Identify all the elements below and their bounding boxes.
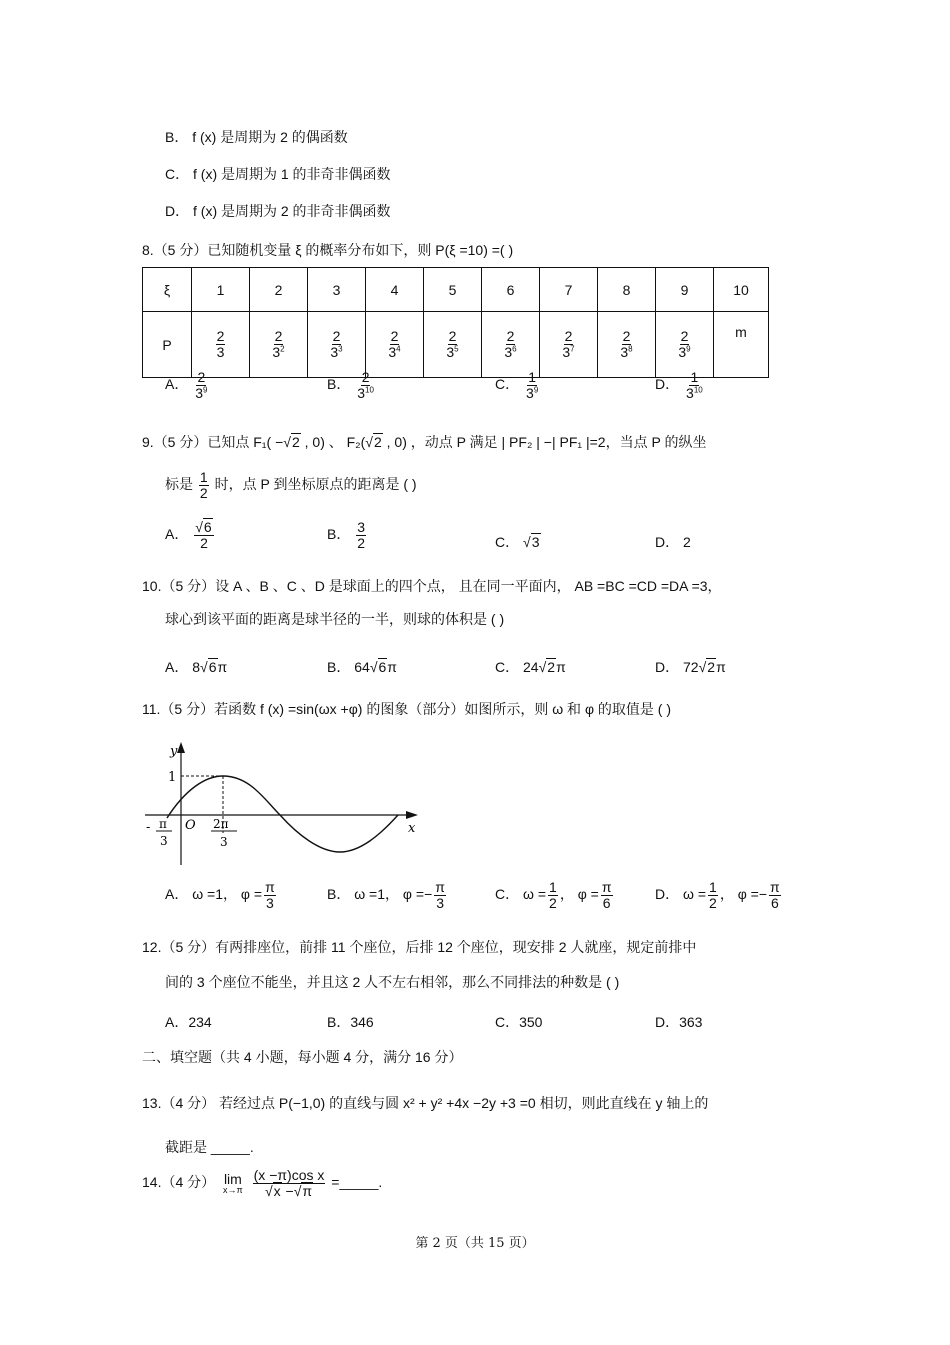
frac-base: 3 bbox=[678, 344, 687, 360]
option-label: B． bbox=[327, 659, 351, 675]
q8-p-cell bbox=[540, 312, 598, 378]
q8-option-a bbox=[165, 370, 210, 400]
frac-base: 3 bbox=[357, 384, 366, 401]
sine-graph bbox=[140, 740, 425, 870]
frac-num: 2 bbox=[274, 328, 283, 345]
q9-text: 时，点 P 到坐标原点的距离是 ( ) bbox=[214, 475, 417, 492]
frac-num: π bbox=[770, 879, 780, 895]
q8-option-c bbox=[495, 370, 541, 400]
q8-p-row bbox=[143, 312, 769, 378]
pi: π bbox=[716, 659, 726, 675]
omega: ω = bbox=[523, 885, 547, 902]
frac-base: 3 bbox=[195, 384, 204, 401]
frac-num: 1 bbox=[709, 879, 717, 895]
frac-exp: 2 bbox=[280, 344, 285, 354]
q8-xi-cell: 4 bbox=[366, 268, 424, 312]
q9-text: 9.（5 分）已知点 F₁( − bbox=[142, 434, 284, 450]
minus: − bbox=[281, 1182, 294, 1199]
frac-num: 1 bbox=[690, 369, 699, 385]
q10-option-c: C． 24√2π bbox=[495, 659, 566, 675]
lim-text: lim bbox=[223, 1170, 242, 1187]
frac-num: 2 bbox=[680, 328, 689, 345]
neg-sign: - bbox=[146, 819, 151, 834]
q11-stem: 11.（5 分）若函数 f (x) =sin(ωx +φ) 的图象（部分）如图所示，则 ω 和 φ 的取值是 ( ) bbox=[142, 701, 672, 717]
q8-xi-cell: 2 bbox=[250, 268, 308, 312]
frac-num: 2 bbox=[564, 328, 573, 345]
frac-exp: 7 bbox=[570, 344, 575, 354]
option-label: B． bbox=[327, 525, 351, 542]
frac-num: 3 bbox=[357, 519, 366, 535]
coef: 72 bbox=[683, 659, 699, 675]
q14-label: 14.（4 分） bbox=[142, 1173, 216, 1190]
frac-num: 1 bbox=[199, 469, 208, 485]
frac-num: 2 bbox=[622, 328, 631, 345]
frac-num: 1 bbox=[549, 879, 557, 895]
option-label: A． bbox=[165, 659, 189, 675]
frac-base: 3 bbox=[526, 384, 534, 401]
q8-p-cell bbox=[250, 312, 308, 378]
radicand: 2 bbox=[373, 434, 382, 450]
x-axis-arrow-icon bbox=[406, 811, 418, 819]
q8-p-cell bbox=[308, 312, 366, 378]
pos-tick-num: 2π bbox=[213, 817, 229, 831]
phi: ， φ = bbox=[559, 885, 599, 902]
q8-p-cell bbox=[192, 312, 250, 378]
q10-option-a: A． 8√6π bbox=[165, 659, 228, 675]
radicand: 2 bbox=[547, 659, 556, 675]
q8-xi-cell: 8 bbox=[598, 268, 656, 312]
q8-p-cell bbox=[656, 312, 714, 378]
radicand: 6 bbox=[378, 659, 387, 675]
option-label: A． bbox=[165, 375, 189, 392]
frac-num: 2 bbox=[390, 328, 399, 345]
q7-option-b: B． f (x) 是周期为 2 的偶函数 bbox=[165, 129, 348, 145]
frac-base: 3 bbox=[686, 384, 694, 401]
q9-option-a: A． $\frac{√6}{2}$ bbox=[165, 519, 212, 551]
phi: φ = bbox=[240, 885, 263, 902]
option-label: B． bbox=[327, 885, 351, 902]
frac-den: 3 bbox=[436, 894, 444, 911]
omega: ω =1， bbox=[192, 885, 238, 902]
q12-line1: 12.（5 分）有两排座位，前排 11 个座位，后排 12 个座位，现安排 2 人就座，规定前排中 bbox=[142, 939, 697, 955]
frac-num: π bbox=[265, 879, 275, 895]
frac-den: 2 bbox=[549, 894, 557, 911]
q12-option-b: B．346 bbox=[327, 1014, 374, 1030]
frac-num: 2 bbox=[216, 328, 225, 345]
x-label: x bbox=[408, 821, 416, 836]
q8-option-b bbox=[327, 370, 377, 400]
option-label: C． bbox=[495, 375, 520, 392]
option-label: C． bbox=[495, 534, 520, 550]
option-label: B． bbox=[327, 375, 351, 392]
q8-p-cell bbox=[482, 312, 540, 378]
q9-text: 标是 bbox=[165, 475, 193, 492]
radicand: 3 bbox=[531, 534, 540, 550]
section-heading: 二、填空题（共 4 小题，每小题 4 分，满分 16 分） bbox=[142, 1049, 463, 1065]
q8-p-cell-last: m bbox=[714, 312, 769, 378]
frac-num: π bbox=[601, 879, 612, 895]
frac-num: 2 bbox=[448, 328, 457, 345]
frac-den: 2 bbox=[709, 894, 717, 911]
q8-xi-row bbox=[143, 268, 769, 312]
frac-exp: 3 bbox=[338, 344, 343, 354]
q10-option-d: D． 72√2π bbox=[655, 659, 726, 675]
radicand: 6 bbox=[208, 659, 217, 675]
neg-tick-den: 3 bbox=[160, 834, 168, 848]
page-footer: 第 2 页（共 15 页） bbox=[415, 1236, 535, 1251]
pos-tick-den: 3 bbox=[220, 835, 228, 849]
y-label: y bbox=[170, 744, 178, 759]
frac-exp: 9 bbox=[203, 385, 208, 395]
q12-option-a: A．234 bbox=[165, 1014, 212, 1030]
q8-xi-cell: 9 bbox=[656, 268, 714, 312]
frac-den: 2 bbox=[357, 534, 366, 551]
frac-base: 3 bbox=[562, 344, 571, 360]
q14-line bbox=[142, 1168, 382, 1198]
q8-stem: 8.（5 分）已知随机变量 ξ 的概率分布如下，则 P(ξ =10) =( ) bbox=[142, 242, 514, 258]
origin-label: O bbox=[185, 818, 196, 833]
q11-option-a bbox=[165, 880, 278, 910]
q12-option-c: C．350 bbox=[495, 1014, 543, 1030]
neg-tick-num: π bbox=[159, 817, 167, 831]
radicand: x bbox=[273, 1182, 281, 1199]
q9-option-d: D． 2 bbox=[655, 534, 691, 550]
q11-option-b bbox=[327, 880, 448, 910]
frac-base: 3 bbox=[272, 344, 281, 360]
radicand: π bbox=[302, 1182, 313, 1199]
y-axis-arrow-icon bbox=[177, 742, 185, 753]
frac-num: 2 bbox=[197, 369, 206, 385]
phi: ， φ =− bbox=[719, 885, 768, 902]
frac-exp: 10 bbox=[365, 385, 374, 395]
q8-p-cell bbox=[366, 312, 424, 378]
q8-xi-cell: 3 bbox=[308, 268, 366, 312]
q8-option-d bbox=[655, 370, 706, 400]
option-label: C． bbox=[495, 659, 520, 675]
lim-sub: x→π bbox=[223, 1184, 243, 1195]
frac-num: 2 bbox=[332, 328, 341, 345]
q10-line2: 球心到该平面的距离是球半径的一半，则球的体积是 ( ) bbox=[165, 611, 505, 627]
option-label: A． bbox=[165, 885, 189, 902]
frac-base: 3 bbox=[504, 344, 513, 360]
q9-line1: 9.（5 分）已知点 F₁( −√2 , 0) 、 F₂(√2 , 0) ，动点 P 满足 | PF₂ | −| PF₁ |=2，当点 P 的纵坐 bbox=[142, 434, 707, 450]
q9-text: , 0) ，动点 P 满足 | PF₂ | −| PF₁ |=2，当点 P 的纵坐 bbox=[382, 434, 707, 450]
option-label: A． bbox=[165, 525, 189, 542]
omega: ω = bbox=[683, 885, 707, 902]
frac-num: 2 bbox=[361, 369, 370, 385]
frac-num: π bbox=[435, 879, 445, 895]
q9-text: , 0) 、 F₂( bbox=[300, 434, 366, 450]
q13-line2: 截距是 _____. bbox=[165, 1139, 254, 1155]
q11-option-c bbox=[495, 880, 615, 910]
q9-option-b bbox=[327, 520, 368, 550]
q8-xi-header: ξ bbox=[143, 268, 192, 312]
omega: ω =1， bbox=[354, 885, 400, 902]
q12-option-d: D．363 bbox=[655, 1014, 703, 1030]
frac-den: 3 bbox=[266, 894, 274, 911]
option-label: D． bbox=[655, 885, 680, 902]
q7-option-c: C． f (x) 是周期为 1 的非奇非偶函数 bbox=[165, 166, 391, 182]
frac-exp: 8 bbox=[628, 344, 633, 354]
coef: 8 bbox=[192, 659, 201, 675]
q8-xi-cell: 10 bbox=[714, 268, 769, 312]
frac-base: 3 bbox=[446, 344, 455, 360]
frac-den: 6 bbox=[770, 894, 779, 911]
coef: 24 bbox=[523, 659, 539, 675]
q9-option-c: C． √3 bbox=[495, 534, 540, 550]
q8-distribution-table bbox=[142, 267, 769, 378]
q8-p-header: P bbox=[143, 312, 192, 378]
radicand: 2 bbox=[291, 434, 300, 450]
frac-exp: 5 bbox=[454, 344, 459, 354]
frac-num: 2 bbox=[506, 328, 515, 345]
limit-operator bbox=[223, 1172, 243, 1195]
q8-xi-cell: 5 bbox=[424, 268, 482, 312]
q8-p-cell bbox=[424, 312, 482, 378]
y-tick-1: 1 bbox=[168, 770, 177, 785]
frac-base: 3 bbox=[620, 344, 629, 360]
q8-xi-cell: 1 bbox=[192, 268, 250, 312]
q8-xi-cell: 6 bbox=[482, 268, 540, 312]
q7-option-d: D． f (x) 是周期为 2 的非奇非偶函数 bbox=[165, 203, 391, 219]
q10-line1: 10.（5 分）设 A 、B 、C 、D 是球面上的四个点， 且在同一平面内， AB =BC =CD =DA =3， bbox=[142, 578, 722, 594]
radicand: 2 bbox=[707, 659, 716, 675]
frac-base: 3 bbox=[216, 344, 225, 360]
q13-line1: 13.（4 分） 若经过点 P(−1,0) 的直线与圆 x² + y² +4x −2y +3 =0 相切，则此直线在 y 轴上的 bbox=[142, 1095, 709, 1111]
q12-line2: 间的 3 个座位不能坐，并且这 2 人不左右相邻，那么不同排法的种数是 ( ) bbox=[165, 974, 620, 990]
radicand: 6 bbox=[203, 519, 212, 535]
option-label: C． bbox=[495, 885, 520, 902]
coef: 64 bbox=[354, 659, 370, 675]
phi: φ =− bbox=[402, 885, 433, 902]
frac-num: 1 bbox=[528, 369, 537, 385]
q10-option-b: B． 64√6π bbox=[327, 659, 397, 675]
q9-line2 bbox=[165, 470, 417, 500]
frac-num: (x −π)cos x bbox=[253, 1167, 325, 1183]
q8-p-cell bbox=[598, 312, 656, 378]
q14-fraction: $\frac{\text{(x −π)cos x}}{√x -√\pi}$ bbox=[253, 1167, 325, 1199]
frac-base: 3 bbox=[388, 344, 397, 360]
pi: π bbox=[556, 659, 566, 675]
frac-exp: 9 bbox=[686, 344, 691, 354]
frac-den: 2 bbox=[199, 484, 208, 501]
answer-blank: =_____. bbox=[331, 1173, 383, 1190]
pi: π bbox=[217, 659, 228, 675]
sine-curve bbox=[167, 776, 398, 852]
frac-den: 6 bbox=[602, 894, 611, 911]
option-label: D． bbox=[655, 375, 680, 392]
frac-base: 3 bbox=[330, 344, 339, 360]
q11-option-d bbox=[655, 880, 783, 910]
q8-xi-cell: 7 bbox=[540, 268, 598, 312]
frac-exp: 9 bbox=[533, 385, 539, 395]
frac-exp: 4 bbox=[396, 344, 401, 354]
pi: π bbox=[387, 659, 397, 675]
option-label: D． bbox=[655, 659, 680, 675]
frac-den: 2 bbox=[200, 534, 208, 551]
frac-exp: 10 bbox=[693, 385, 703, 395]
frac-exp: 6 bbox=[512, 344, 517, 354]
